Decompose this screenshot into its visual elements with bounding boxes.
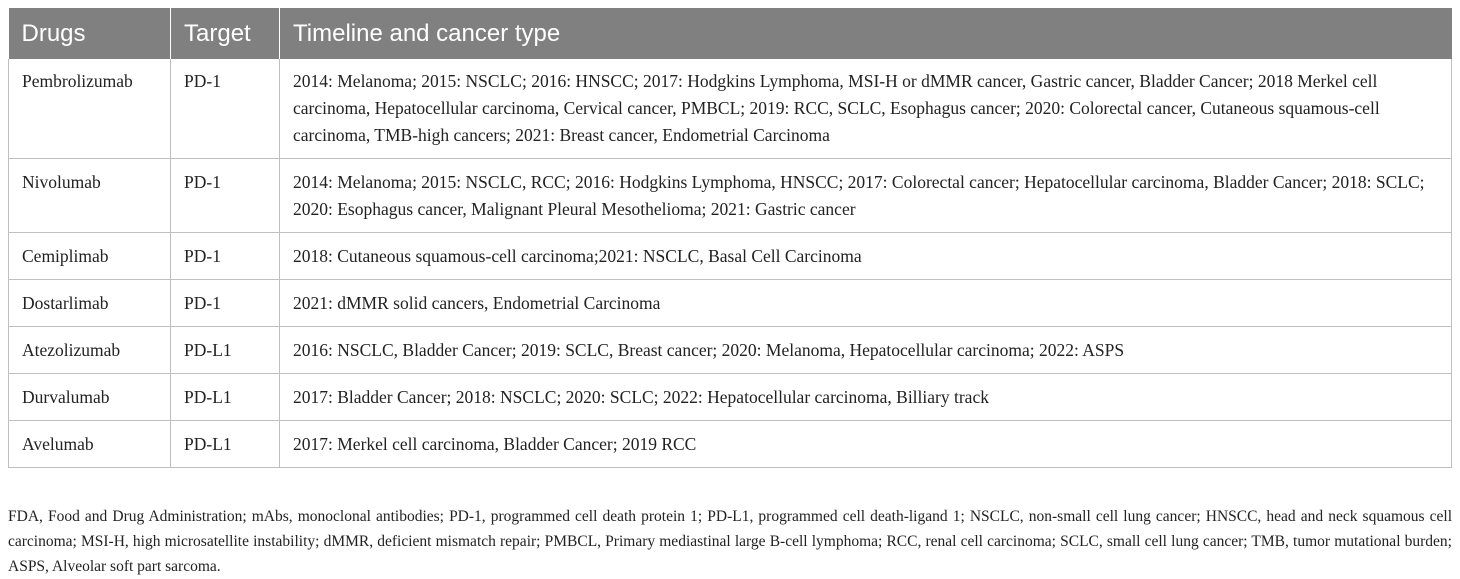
target-cell: PD-L1 xyxy=(171,374,280,421)
table-row xyxy=(9,421,1452,468)
drug-cell: Dostarlimab xyxy=(9,280,171,327)
header-target: Target xyxy=(171,8,280,59)
timeline-cell: 2014: Melanoma; 2015: NSCLC; 2016: HNSCC; 2017: Hodgkins Lymphoma, MSI-H or dMMR cancer, Gastric cancer, Bladder Cancer; 2018 Merkel cell carcinoma, Hepatocellular carcinoma, Cervical cancer, PMBCL; 2019: RCC, SCLC, Esophagus cancer; 2020: Colorectal cancer, Cutaneous squamous-cell carcinoma, TMB-high cancers; 2021: Breast cancer, Endometrial Carcinoma xyxy=(280,59,1452,159)
timeline-cell: 2021: dMMR solid cancers, Endometrial Carcinoma xyxy=(280,280,1452,327)
timeline-cell: 2017: Bladder Cancer; 2018: NSCLC; 2020: SCLC; 2022: Hepatocellular carcinoma, Billiary track xyxy=(280,374,1452,421)
table-row xyxy=(9,327,1452,374)
target-cell: PD-1 xyxy=(171,233,280,280)
target-cell: PD-L1 xyxy=(171,421,280,468)
drug-cell: Durvalumab xyxy=(9,374,171,421)
drug-table xyxy=(8,8,1452,468)
target-cell: PD-1 xyxy=(171,59,280,159)
header-timeline: Timeline and cancer type xyxy=(280,8,1452,59)
table-row xyxy=(9,280,1452,327)
timeline-cell: 2017: Merkel cell carcinoma, Bladder Cancer; 2019 RCC xyxy=(280,421,1452,468)
drug-table-container xyxy=(8,8,1452,468)
drug-cell: Avelumab xyxy=(9,421,171,468)
header-drugs: Drugs xyxy=(9,8,171,59)
table-row xyxy=(9,59,1452,159)
drug-cell: Pembrolizumab xyxy=(9,59,171,159)
target-cell: PD-1 xyxy=(171,280,280,327)
header-row xyxy=(9,8,1452,59)
table-header xyxy=(9,8,1452,59)
timeline-cell: 2016: NSCLC, Bladder Cancer; 2019: SCLC, Breast cancer; 2020: Melanoma, Hepatocellular carcinoma; 2022: ASPS xyxy=(280,327,1452,374)
table-row xyxy=(9,159,1452,233)
table-footnote: FDA, Food and Drug Administration; mAbs, monoclonal antibodies; PD-1, programmed cell death protein 1; PD-L1, programmed cell death-ligand 1; NSCLC, non-small cell lung cancer; HNSCC, head and neck squamous cell carcinoma; MSI-H, high microsatellite instability; dMMR, deficient mismatch repair; PMBCL, Primary mediastinal large B-cell lymphoma; RCC, renal cell carcinoma; SCLC, small cell lung cancer; TMB, tumor mutational burden; ASPS, Alveolar soft part sarcoma. xyxy=(8,507,1452,575)
table-row xyxy=(9,233,1452,280)
drug-cell: Cemiplimab xyxy=(9,233,171,280)
target-cell: PD-L1 xyxy=(171,327,280,374)
target-cell: PD-1 xyxy=(171,159,280,233)
timeline-cell: 2014: Melanoma; 2015: NSCLC, RCC; 2016: Hodgkins Lymphoma, HNSCC; 2017: Colorectal cancer; Hepatocellular carcinoma, Bladder Cancer; 2018: SCLC; 2020: Esophagus cancer, Malignant Pleural Mesothelioma; 2021: Gastric cancer xyxy=(280,159,1452,233)
table-body xyxy=(9,59,1452,468)
drug-cell: Atezolizumab xyxy=(9,327,171,374)
table-row xyxy=(9,374,1452,421)
drug-cell: Nivolumab xyxy=(9,159,171,233)
timeline-cell: 2018: Cutaneous squamous-cell carcinoma;2021: NSCLC, Basal Cell Carcinoma xyxy=(280,233,1452,280)
